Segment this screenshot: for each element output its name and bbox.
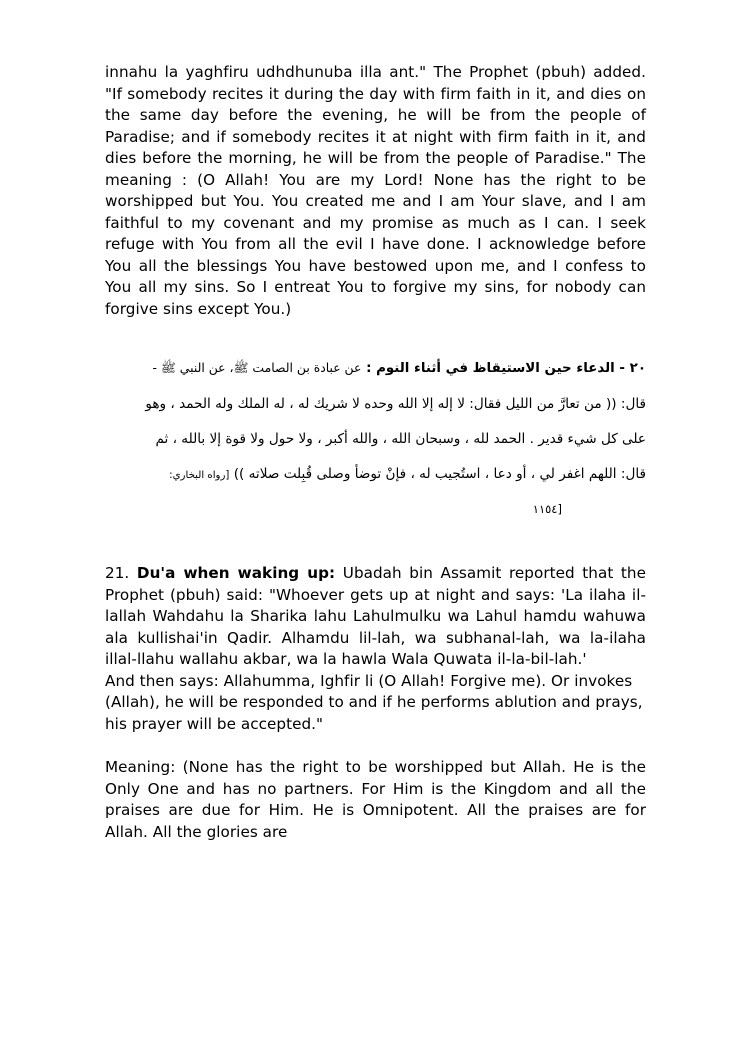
arabic-hadith-block (105, 358, 646, 517)
arabic-heading-narrator: عن عبادة بن الصامت ﷺ، عن النبي ﷺ - (152, 360, 362, 375)
arabic-section-heading (105, 358, 646, 378)
paragraph-hadith-20-continuation: innahu la yaghfiru udhdhunuba illa ant." The Prophet (pbuh) added. "If somebody recites it during the day with firm faith in it, and dies on the same day before the evening, he will be from the people of Paradise; and if somebody recites it at night with firm faith in it, and dies before the morning, he will be from the people of Paradise." The meaning : (O Allah! You are my Lord! None has the right to be worshipped but You. You created me and I am Your slave, and I am faithful to my covenant and my promise as much as I can. I seek refuge with You from all the evil I have done. I acknowledge before You all the blessings You have bestowed upon me, and I confess to You all my sins. So I entreat You to forgive my sins, for nobody can forgive sins except You.) (105, 63, 646, 318)
arabic-hadith-line-3 (105, 465, 646, 485)
paragraph-hadith-21 (105, 563, 646, 671)
arabic-heading-number: ٢٠ - (619, 361, 646, 376)
arabic-heading-title: الدعاء حين الاستيقاظ في أثناء النوم : (366, 361, 615, 376)
hadith-21-body: Ubadah bin Assamit reported that the Prophet (pbuh) said: "Whoever gets up at night and says: 'La ilaha il-lallah Wahdahu la Sharika lahu Lahulmulku wa Lahul hamdu wahuwa ala kullishai'in Qadir. Alhamdu lil-lah, wa subhanal-lah, wa la-ilaha illal-llahu wallahu akbar, wa la hawla Wala Quwata il-la-bil-lah.' (105, 564, 646, 668)
paragraph-meaning: Meaning: (None has the right to be worshipped but Allah. He is the Only One and has no partners. For Him is the Kingdom and all the praises are due for Him. He is Omnipotent. All the praises are for Allah. All the glories are (105, 758, 646, 841)
arabic-hadith-line-3-text: قال: اللهم اغفر لي ، أو دعا ، استُجيب له ، فإنْ توضأ وصلى قُبِلت صلاته )) (233, 466, 646, 482)
paragraph-hadith-21-continued: And then says: Allahumma, Ighfir li (O Allah! Forgive me). Or invokes (Allah), he will be responded to and if he performs ablution and prays, his prayer will be accepted." (105, 671, 643, 733)
arabic-hadith-line-2: على كل شيء قدير . الحمد لله ، وسبحان الله ، والله أكبر ، ولا حول ولا قوة إلا بالله ، ثم (155, 431, 646, 447)
hadith-21-number: 21. (105, 564, 130, 582)
page-content-column (105, 62, 646, 843)
arabic-hadith-source: [رواه البخاري: (169, 470, 230, 481)
arabic-hadith-line-1: قال: (( من تعارَّ من الليل فقال: لا إله إلا الله وحده لا شريك له ، له الملك وله الحمد ، وهو (145, 396, 646, 412)
arabic-hadith-reference-number: [١١٥٤ (532, 502, 562, 516)
hadith-21-title: Du'a when waking up: (136, 564, 336, 582)
